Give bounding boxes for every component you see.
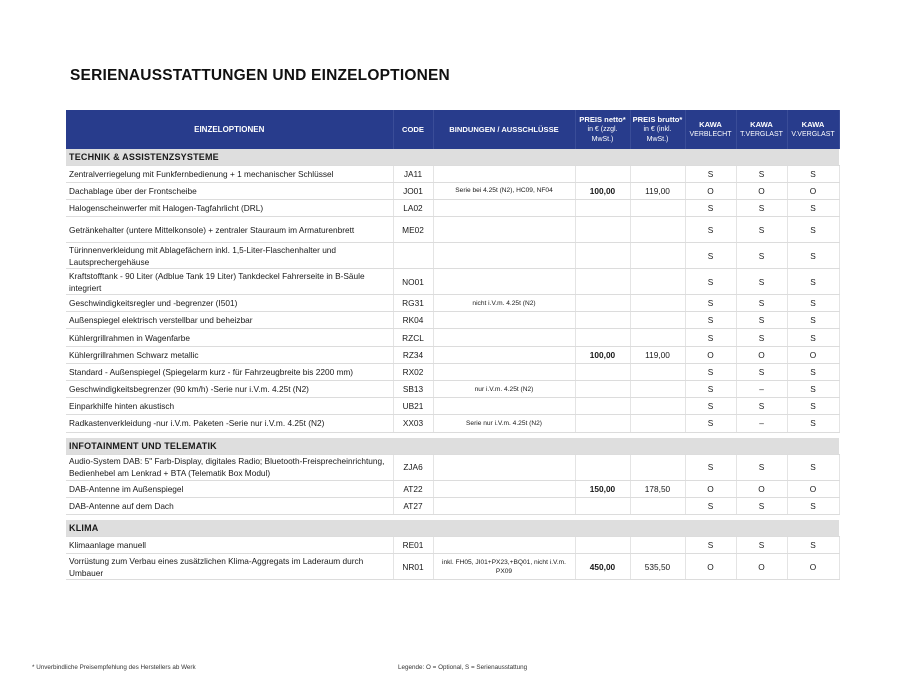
cell-k3: S [787,398,839,415]
cell-netto [575,363,630,380]
cell-bind: Serie bei 4.25t (N2), HC09, NF04 [433,182,575,199]
cell-k1: S [685,243,736,269]
table-row [66,497,839,514]
table-row [66,381,839,398]
brutto-header-label: PREIS brutto* [632,114,683,124]
cell-k1: O [685,182,736,199]
cell-code: RG31 [393,295,433,312]
cell-k2: S [736,329,787,346]
cell-brutto [630,398,685,415]
cell-netto: 450,00 [575,554,630,580]
cell-k1: O [685,346,736,363]
cell-bind [433,346,575,363]
cell-k2: S [736,497,787,514]
table-row [66,182,839,199]
cell-k2: S [736,217,787,243]
table-row [66,165,839,182]
cell-name: DAB-Antenne auf dem Dach [66,497,393,514]
cell-k3: S [787,497,839,514]
cell-k3: O [787,346,839,363]
column-header-bind: BINDUNGEN / AUSSCHLÜSSE [433,110,575,149]
cell-code: RK04 [393,312,433,329]
cell-code: RE01 [393,536,433,553]
cell-brutto [630,363,685,380]
cell-bind [433,363,575,380]
cell-brutto [630,536,685,553]
cell-k1: O [685,554,736,580]
table-header [66,110,839,149]
cell-netto [575,165,630,182]
cell-k3: S [787,312,839,329]
cell-brutto [630,329,685,346]
cell-k3: O [787,480,839,497]
cell-k2: S [736,398,787,415]
table-row [66,454,839,480]
brutto-header-sub: in € (inkl. MwSt.) [643,125,672,143]
cell-brutto [630,415,685,432]
table-body [66,149,839,580]
cell-k1: S [685,398,736,415]
cell-brutto [630,199,685,216]
cell-bind [433,217,575,243]
options-table [66,110,840,580]
cell-code: RX02 [393,363,433,380]
cell-k2: S [736,295,787,312]
k2-header-sub: T.VERGLAST [740,130,783,138]
cell-k1: S [685,454,736,480]
cell-code: XX03 [393,415,433,432]
footer-legend: Legende: O = Optional, S = Serienausstattung [398,664,528,671]
cell-k3: S [787,165,839,182]
page-title: SERIENAUSSTATTUNGEN UND EINZELOPTIONEN [70,67,450,84]
cell-netto [575,312,630,329]
cell-netto [575,199,630,216]
table-row [66,199,839,216]
netto-header-sub: in € (zzgl. MwSt.) [587,125,618,143]
cell-brutto [630,312,685,329]
cell-k1: S [685,536,736,553]
cell-brutto [630,269,685,295]
table-row [66,480,839,497]
cell-code: AT22 [393,480,433,497]
cell-k2: O [736,480,787,497]
cell-k3: S [787,243,839,269]
cell-brutto: 119,00 [630,182,685,199]
cell-k3: O [787,554,839,580]
cell-code [393,243,433,269]
k3-header-label: KAWA [801,119,825,129]
cell-brutto [630,165,685,182]
cell-netto [575,398,630,415]
cell-k1: S [685,329,736,346]
cell-k1: S [685,497,736,514]
cell-code: LA02 [393,199,433,216]
cell-k2: S [736,454,787,480]
cell-bind [433,199,575,216]
cell-k2: O [736,554,787,580]
cell-k2: S [736,312,787,329]
cell-k1: O [685,480,736,497]
cell-name: Außenspiegel elektrisch verstellbar und beheizbar [66,312,393,329]
cell-brutto [630,295,685,312]
k3-header-sub: V.VERGLAST [791,130,835,138]
cell-brutto [630,243,685,269]
cell-bind: Serie nur i.V.m. 4.25t (N2) [433,415,575,432]
section-header-row [66,149,839,165]
column-header-name: EINZELOPTIONEN [66,110,393,149]
cell-k1: S [685,295,736,312]
cell-bind: nicht i.V.m. 4.25t (N2) [433,295,575,312]
cell-code: RZ34 [393,346,433,363]
table-row [66,269,839,295]
cell-code: AT27 [393,497,433,514]
cell-k3: S [787,329,839,346]
cell-name: Dachablage über der Frontscheibe [66,182,393,199]
table-row [66,329,839,346]
cell-name: Geschwindigkeitsregler und -begrenzer (I501) [66,295,393,312]
column-header-kawa-verblecht [685,110,736,149]
column-header-brutto [630,110,685,149]
cell-brutto: 535,50 [630,554,685,580]
k1-header-label: KAWA [699,119,722,129]
cell-brutto [630,454,685,480]
cell-k1: S [685,217,736,243]
cell-netto [575,243,630,269]
cell-k1: S [685,199,736,216]
section-title: INFOTAINMENT UND TELEMATIK [66,438,839,454]
cell-name: Getränkehalter (untere Mittelkonsole) + zentraler Stauraum im Armaturenbrett [66,217,393,243]
cell-bind [433,243,575,269]
cell-k1: S [685,269,736,295]
cell-k2: – [736,415,787,432]
cell-code: NR01 [393,554,433,580]
table-row [66,536,839,553]
cell-netto [575,454,630,480]
section-header-row [66,520,839,536]
cell-k3: S [787,363,839,380]
cell-k1: S [685,381,736,398]
cell-netto [575,217,630,243]
cell-k1: S [685,165,736,182]
table-row [66,346,839,363]
cell-k2: S [736,199,787,216]
cell-bind: nur i.V.m. 4.25t (N2) [433,381,575,398]
cell-bind [433,454,575,480]
cell-bind [433,497,575,514]
table-row [66,398,839,415]
cell-name: Zentralverriegelung mit Funkfernbedienung + 1 mechanischer Schlüssel [66,165,393,182]
section-header-row [66,438,839,454]
cell-bind [433,312,575,329]
table-row [66,295,839,312]
cell-code: JA11 [393,165,433,182]
cell-k2: S [736,269,787,295]
cell-k3: S [787,269,839,295]
cell-name: Klimaanlage manuell [66,536,393,553]
cell-brutto [630,217,685,243]
k1-header-sub: VERBLECHT [689,130,732,138]
cell-netto [575,269,630,295]
cell-name: Kühlergrillrahmen in Wagenfarbe [66,329,393,346]
cell-k3: S [787,295,839,312]
cell-bind [433,329,575,346]
cell-bind [433,165,575,182]
section-title: TECHNIK & ASSISTENZSYSTEME [66,149,839,165]
table-row [66,312,839,329]
cell-k3: S [787,381,839,398]
cell-k1: S [685,312,736,329]
cell-code: ZJA6 [393,454,433,480]
table-row [66,363,839,380]
cell-name: Radkastenverkleidung -nur i.V.m. Paketen -Serie nur i.V.m. 4.25t (N2) [66,415,393,432]
cell-k2: S [736,536,787,553]
cell-name: Kraftstofftank - 90 Liter (Adblue Tank 19 Liter) Tankdeckel Fahrerseite in B-Säule integriert [66,269,393,295]
cell-k2: – [736,381,787,398]
column-header-code: CODE [393,110,433,149]
cell-name: Vorrüstung zum Verbau eines zusätzlichen Klima-Aggregats im Laderaum durch Umbauer [66,554,393,580]
cell-name: Kühlergrillrahmen Schwarz metallic [66,346,393,363]
cell-netto [575,415,630,432]
footer-price-note: * Unverbindliche Preisempfehlung des Herstellers ab Werk [32,664,196,671]
cell-netto [575,497,630,514]
cell-name: Audio-System DAB: 5" Farb-Display, digitales Radio; Bluetooth-Freisprecheinrichtung, Bedienhebel am Lenkrad + BTA (Telematik Box Modul) [66,454,393,480]
table-row [66,415,839,432]
cell-netto [575,329,630,346]
cell-code: ME02 [393,217,433,243]
table-row [66,243,839,269]
column-header-kawa-vverglast [787,110,839,149]
cell-bind [433,398,575,415]
cell-k3: S [787,454,839,480]
column-header-netto [575,110,630,149]
cell-k3: S [787,415,839,432]
cell-name: DAB-Antenne im Außenspiegel [66,480,393,497]
cell-k2: S [736,243,787,269]
cell-k1: S [685,363,736,380]
cell-name: Türinnenverkleidung mit Ablagefächern inkl. 1,5-Liter-Flaschenhalter und Lautsprechergehäuse [66,243,393,269]
cell-k1: S [685,415,736,432]
cell-brutto [630,381,685,398]
cell-bind [433,536,575,553]
cell-code: SB13 [393,381,433,398]
cell-brutto: 178,50 [630,480,685,497]
cell-code: UB21 [393,398,433,415]
column-header-kawa-tverglast [736,110,787,149]
table-row [66,554,839,580]
cell-name: Halogenscheinwerfer mit Halogen-Tagfahrlicht (DRL) [66,199,393,216]
cell-k2: O [736,346,787,363]
table-row [66,217,839,243]
cell-netto: 100,00 [575,182,630,199]
options-table-wrapper [66,110,839,580]
netto-header-label: PREIS netto* [579,114,626,124]
cell-k2: O [736,182,787,199]
cell-name: Einparkhilfe hinten akustisch [66,398,393,415]
cell-netto [575,295,630,312]
k2-header-label: KAWA [750,119,773,129]
cell-netto [575,381,630,398]
cell-netto [575,536,630,553]
cell-name: Standard - Außenspiegel (Spiegelarm kurz - für Fahrzeugbreite bis 2200 mm) [66,363,393,380]
cell-bind [433,269,575,295]
cell-k3: S [787,217,839,243]
cell-code: NO01 [393,269,433,295]
cell-k2: S [736,363,787,380]
cell-bind: inkl. FH05, JI01+PX23,+BQ01, nicht i.V.m. PX09 [433,554,575,580]
cell-k3: S [787,536,839,553]
cell-code: RZCL [393,329,433,346]
cell-netto: 150,00 [575,480,630,497]
cell-k3: S [787,199,839,216]
cell-k3: O [787,182,839,199]
cell-brutto: 119,00 [630,346,685,363]
cell-code: JO01 [393,182,433,199]
cell-brutto [630,497,685,514]
cell-netto: 100,00 [575,346,630,363]
cell-name: Geschwindigkeitsbegrenzer (90 km/h) -Serie nur i.V.m. 4.25t (N2) [66,381,393,398]
section-title: KLIMA [66,520,839,536]
cell-bind [433,480,575,497]
cell-k2: S [736,165,787,182]
